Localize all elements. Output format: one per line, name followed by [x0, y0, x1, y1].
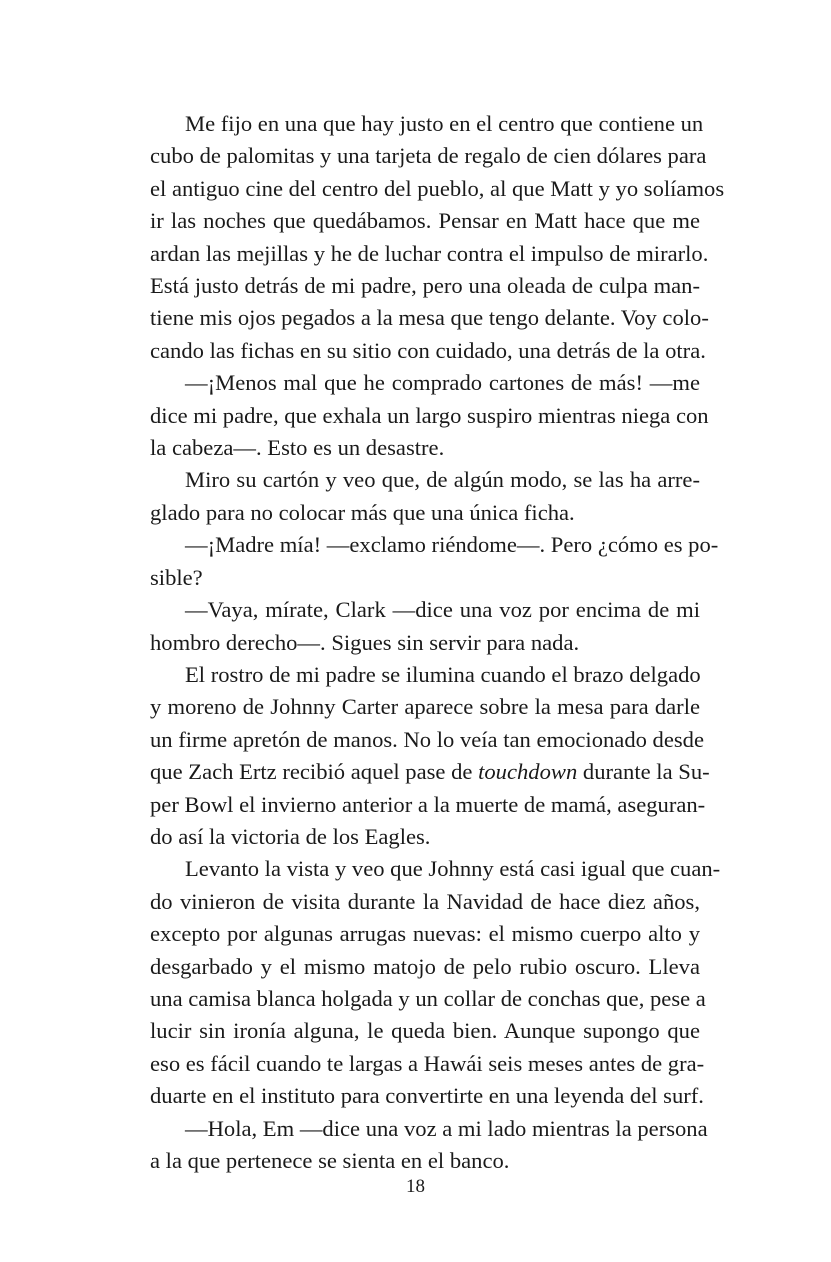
body-text [115, 108, 725, 1177]
text-line: duarte en el instituto para convertirte en una leyenda del surf. [150, 1083, 704, 1109]
italic-word: touchdown [478, 759, 578, 785]
text-line: la cabeza—. Esto es un desastre. [150, 435, 445, 461]
paragraph-8 [115, 1113, 708, 1178]
text-line: eso es fácil cuando te largas a Hawái seis meses antes de gra- [150, 1050, 705, 1076]
text-segment: que Zach Ertz recibió aquel pase de [150, 759, 479, 785]
text-line: Miro su cartón y veo que, de algún modo, se las ha arre- [185, 467, 700, 493]
text-segment: durante la Su- [577, 759, 710, 785]
page-number: 18 [406, 1176, 425, 1197]
text-line: desgarbado y el mismo matojo de pelo rubio oscuro. Lleva [150, 953, 700, 979]
text-line: El rostro de mi padre se ilumina cuando el brazo delgado [185, 661, 701, 687]
paragraph-4 [115, 529, 719, 594]
paragraph-2 [115, 367, 709, 464]
text-line: —Hola, Em —dice una voz a mi lado mientras la persona [185, 1115, 708, 1141]
text-line: y moreno de Johnny Carter aparece sobre la mesa para darle [150, 694, 700, 720]
paragraph-7 [115, 853, 721, 1112]
text-line: ardan las mejillas y he de luchar contra el impulso de mirarlo. [150, 240, 709, 266]
text-line: glado para no colocar más que una única ficha. [150, 499, 575, 525]
text-line: excepto por algunas arrugas nuevas: el mismo cuerpo alto y [150, 921, 700, 947]
paragraph-5 [115, 594, 700, 659]
text-line: —¡Menos mal que he comprado cartones de más! —me [185, 370, 700, 396]
paragraph-1 [115, 108, 725, 367]
text-line: un firme apretón de manos. No lo veía tan emocionado desde [150, 726, 704, 752]
text-line: dice mi padre, que exhala un largo suspiro mientras niega con [150, 402, 709, 428]
text-line: do así la victoria de los Eagles. [150, 823, 431, 849]
paragraph-3 [115, 464, 700, 529]
text-line: do vinieron de visita durante la Navidad de hace diez años, [150, 888, 700, 914]
text-line: cubo de palomitas y una tarjeta de regalo de cien dólares para [150, 143, 707, 169]
text-line: per Bowl el invierno anterior a la muerte de mamá, aseguran- [150, 791, 706, 817]
paragraph-6 [115, 659, 710, 853]
text-line: Está justo detrás de mi padre, pero una oleada de culpa man- [150, 273, 700, 299]
text-line: ir las noches que quedábamos. Pensar en Matt hace que me [150, 208, 700, 234]
text-line: lucir sin ironía alguna, le queda bien. Aunque supongo que [150, 1018, 700, 1044]
text-line: una camisa blanca holgada y un collar de conchas que, pese a [150, 985, 706, 1011]
text-line: hombro derecho—. Sigues sin servir para nada. [150, 629, 580, 655]
text-line: Levanto la vista y veo que Johnny está casi igual que cuan- [185, 856, 721, 882]
text-line: el antiguo cine del centro del pueblo, al que Matt y yo solíamos [150, 175, 725, 201]
text-line-with-italic [115, 756, 710, 788]
text-line: tiene mis ojos pegados a la mesa que tengo delante. Voy colo- [150, 305, 709, 331]
text-line: cando las fichas en su sitio con cuidado, una detrás de la otra. [150, 337, 706, 363]
text-line: a la que pertenece se sienta en el banco. [150, 1148, 510, 1173]
text-line: Me fijo en una que hay justo en el centro que contiene un [185, 111, 704, 136]
text-line: —Vaya, mírate, Clark —dice una voz por encima de mi [185, 597, 700, 623]
text-line: —¡Madre mía! —exclamo riéndome—. Pero ¿cómo es po- [185, 532, 719, 558]
text-line: sible? [150, 564, 203, 590]
